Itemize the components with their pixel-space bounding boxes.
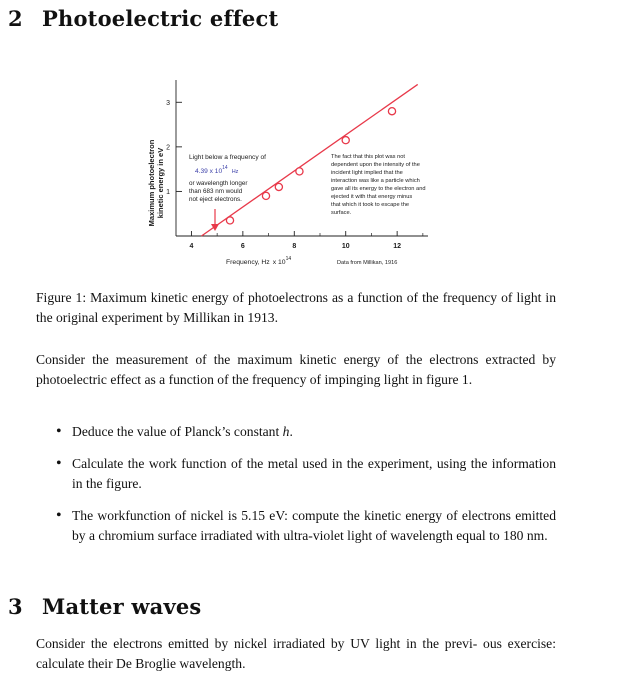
task-kinetic-energy: • The workfunction of nickel is 5.15 eV: compute the kinetic energy of electrons emitted by a chromium surface irradiated with ultra-violet light of wavelength equal to 180 nm. [36, 506, 556, 546]
section-3-title: Matter waves [42, 594, 202, 619]
y-tick-label: 1 [166, 188, 170, 196]
section-3-heading [8, 594, 201, 619]
left-note-line2 [195, 165, 239, 175]
chart-svg [138, 78, 430, 273]
right-note [331, 154, 426, 216]
left-note-line1: Light below a frequency of [189, 154, 266, 161]
intro-paragraph: Consider the measurement of the maximum kinetic energy of the electrons extracted by photoelectric effect as a function of the frequency of impinging light in figure 1. [36, 352, 556, 387]
data-point [388, 108, 395, 115]
task-planck-constant [36, 422, 556, 442]
y-axis-label-line2: kinetic energy in eV [156, 147, 165, 219]
section-2-heading [8, 6, 278, 31]
data-source: Data from Millikan, 1916 [337, 260, 398, 266]
photoelectric-chart [138, 78, 430, 273]
right-note-line: The fact that this plot was not [331, 154, 405, 160]
figure-caption: Figure 1: Maximum kinetic energy of photoelectrons as a function of the frequency of light in the original experiment by Millikan in 1913. [36, 290, 556, 325]
section-3-number: 3 [8, 594, 23, 619]
x-tick-label: 8 [292, 243, 297, 250]
task-1-end: . [289, 424, 293, 439]
right-note-line: interaction was like a particle which [331, 178, 420, 184]
left-note-line5: not eject electrons. [189, 196, 242, 203]
y-tick-label: 3 [166, 99, 170, 107]
section-2-number: 2 [8, 6, 23, 31]
data-point [296, 168, 303, 175]
left-note-line3: or wavelength longer [189, 180, 248, 187]
right-note-line: dependent upon the intensity of the [331, 162, 420, 168]
right-note-line: surface. [331, 210, 352, 216]
right-note-line: gave all its energy to the electron and [331, 186, 426, 192]
x-tick-label: 6 [240, 243, 245, 250]
left-note-value: 4.39 x 10 [195, 168, 223, 175]
x-tick-label: 10 [341, 243, 350, 250]
y-ticks [166, 100, 182, 196]
left-note-exp: 14 [222, 165, 228, 171]
section-2-title: Photoelectric effect [42, 6, 279, 31]
y-tick-label: 2 [166, 144, 170, 152]
task-list [36, 422, 556, 546]
threshold-arrow-head [211, 224, 219, 231]
x-ticks [189, 231, 422, 250]
left-note-line4: than 683 nm would [189, 188, 243, 195]
task-work-function: • Calculate the work function of the metal used in the experiment, using the information in the figure. [36, 454, 556, 494]
planck-h-symbol: h [282, 424, 290, 439]
x-axis-label-exp: 14 [285, 256, 292, 262]
y-axis-label-line1: Maximum photoelectron [147, 139, 156, 227]
data-point [342, 137, 349, 144]
matter-waves-paragraph: Consider the electrons emitted by nickel irradiated by UV light in the previ- ous exercise: calculate their De Broglie wavelength. [36, 636, 556, 671]
right-note-line: ejected it with that energy minus [331, 194, 413, 200]
x-axis-label-text: Frequency, Hz [226, 259, 270, 266]
x-axis-label [226, 256, 291, 266]
data-point [226, 217, 233, 224]
x-tick-label: 4 [189, 243, 194, 250]
data-point [262, 192, 269, 199]
x-axis-label-unit: x 10 [272, 259, 286, 266]
task-1-text: Deduce the value of Planck’s constant [72, 424, 283, 439]
right-note-line: incident light implied that the [331, 170, 403, 176]
left-note-unit: Hz [231, 169, 239, 175]
data-point [275, 183, 282, 190]
right-note-line: that which it took to escape the [331, 202, 410, 208]
x-tick-label: 12 [393, 243, 402, 250]
